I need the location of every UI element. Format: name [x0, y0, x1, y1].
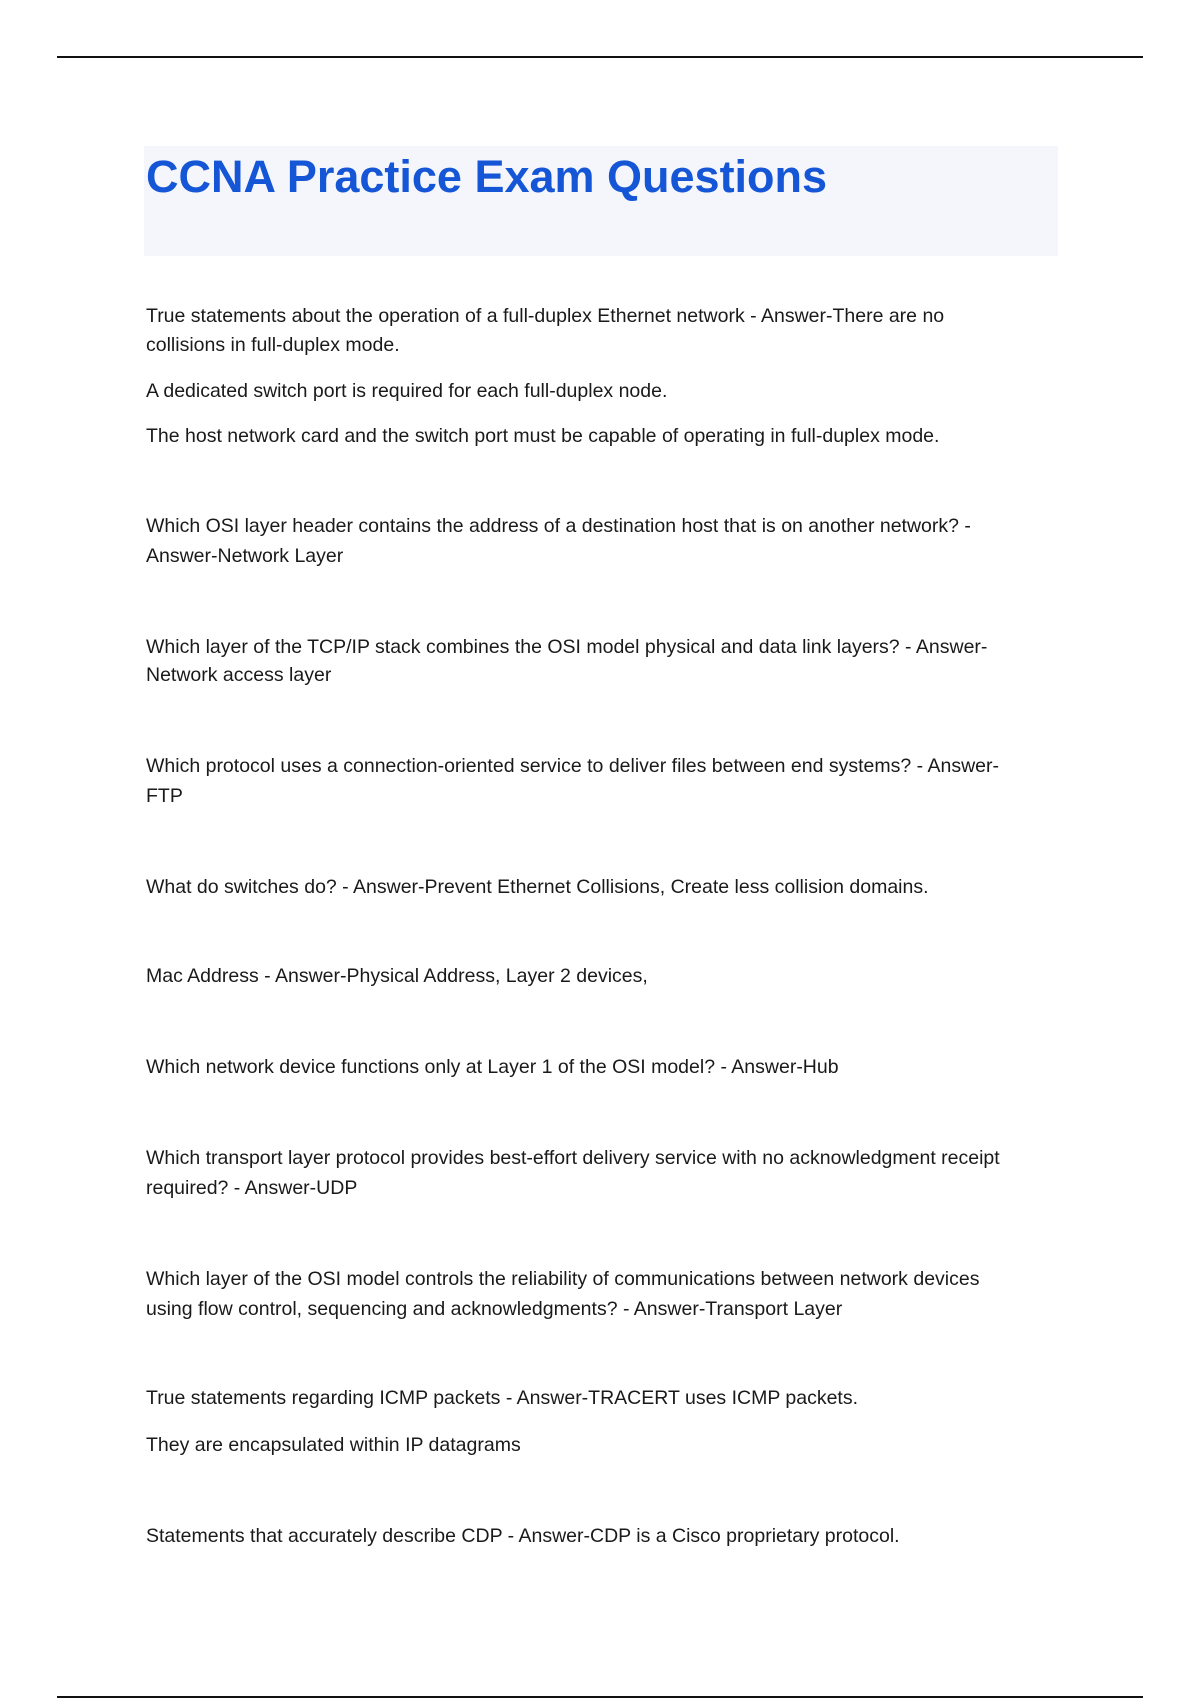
text-line: Which layer of the OSI model controls the reliability of communications between network devices — [146, 1268, 980, 1290]
text-line: FTP — [146, 785, 183, 807]
text-line: True statements about the operation of a full-duplex Ethernet network - Answer-There are no — [146, 305, 945, 327]
text-line: Network access layer — [146, 664, 332, 686]
text-line: The host network card and the switch port must be capable of operating in full-duplex mode. — [146, 425, 940, 447]
page-title: CCNA Practice Exam Questions — [146, 151, 828, 202]
text-line: What do switches do? - Answer-Prevent Ethernet Collisions, Create less collision domains. — [146, 876, 929, 898]
text-line: They are encapsulated within IP datagrams — [146, 1434, 521, 1456]
text-line: using flow control, sequencing and acknowledgments? - Answer-Transport Layer — [146, 1298, 843, 1320]
top-rule — [57, 56, 1143, 58]
text-line: Which layer of the TCP/IP stack combines the OSI model physical and data link layers? - Answer- — [146, 636, 988, 658]
text-line: Which OSI layer header contains the address of a destination host that is on another network? - — [146, 515, 971, 537]
text-line: True statements regarding ICMP packets - Answer-TRACERT uses ICMP packets. — [146, 1387, 859, 1409]
text-line: A dedicated switch port is required for each full-duplex node. — [146, 380, 668, 402]
text-line: Answer-Network Layer — [146, 545, 344, 567]
text-line: required? - Answer-UDP — [146, 1177, 358, 1199]
text-line: Statements that accurately describe CDP - Answer-CDP is a Cisco proprietary protocol. — [146, 1525, 900, 1547]
text-line: Which transport layer protocol provides best-effort delivery service with no acknowledgment receipt — [146, 1147, 1000, 1169]
text-line: Which network device functions only at Layer 1 of the OSI model? - Answer-Hub — [146, 1056, 839, 1078]
text-line: Which protocol uses a connection-oriented service to deliver files between end systems? - Answer- — [146, 755, 999, 777]
text-line: collisions in full-duplex mode. — [146, 334, 400, 356]
bottom-rule — [57, 1696, 1143, 1698]
text-line: Mac Address - Answer-Physical Address, Layer 2 devices, — [146, 965, 648, 987]
title-banner — [144, 146, 1058, 256]
